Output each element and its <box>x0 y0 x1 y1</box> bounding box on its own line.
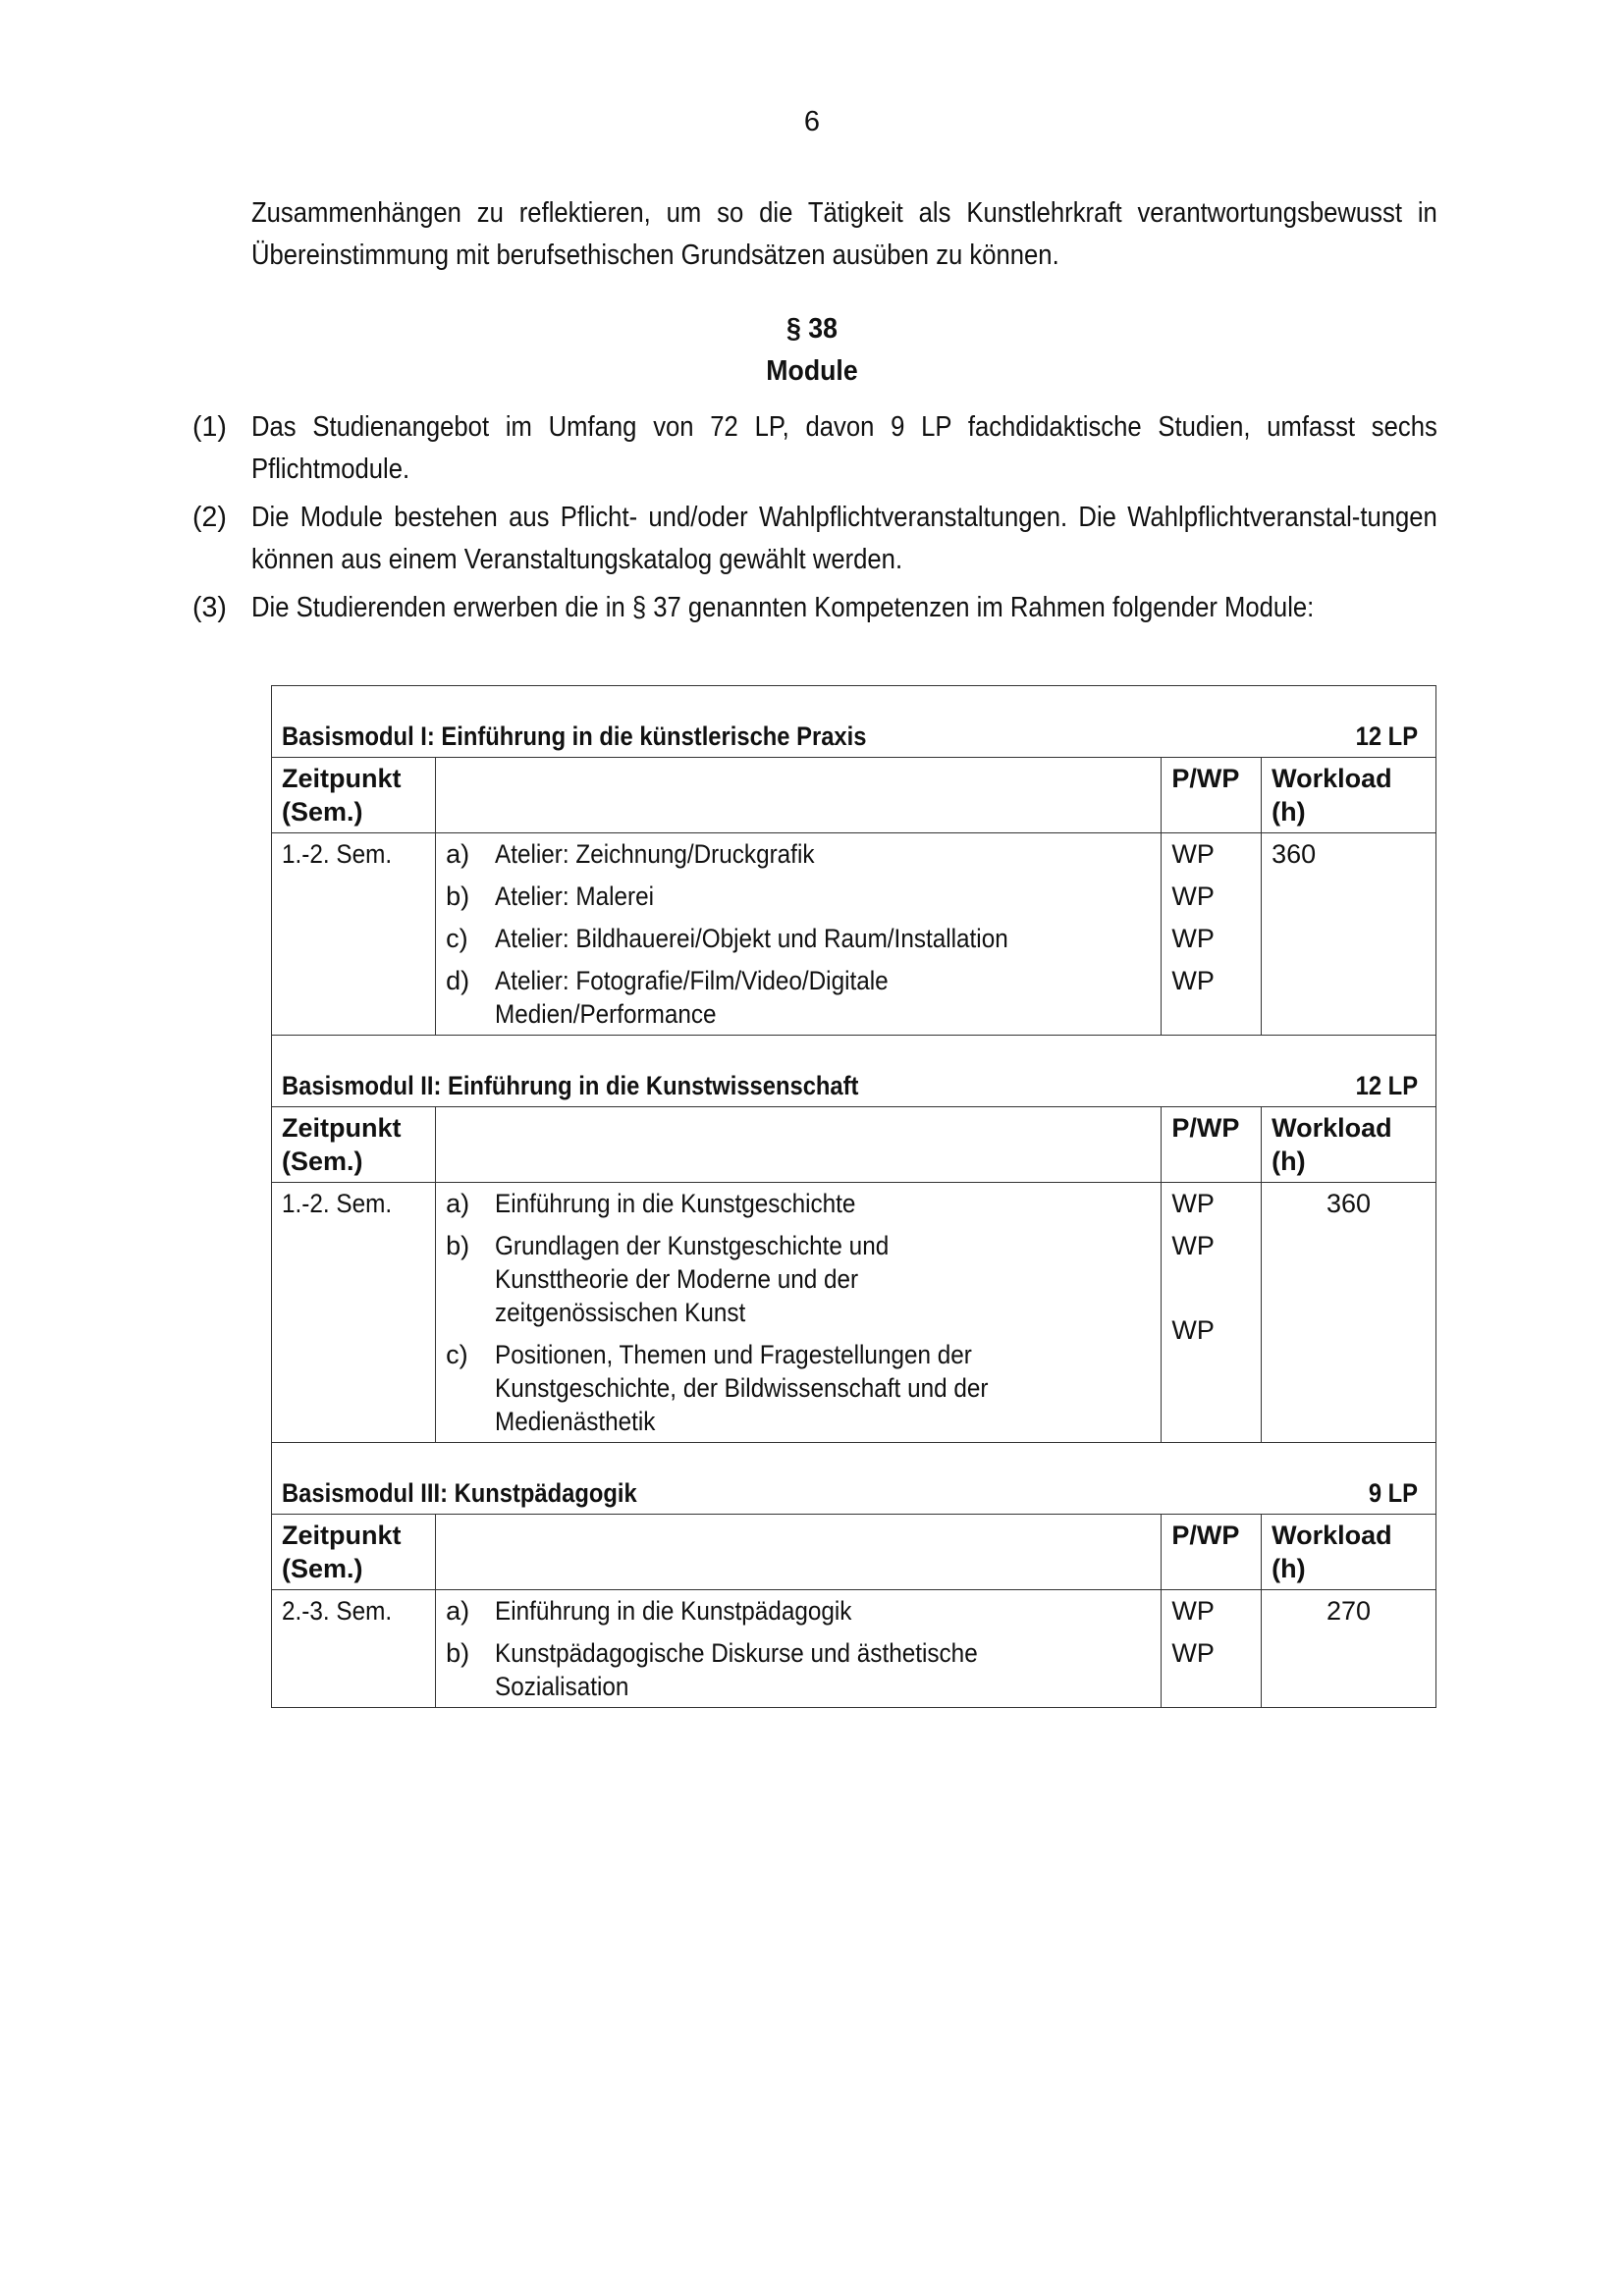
item-letter: a) <box>446 1596 470 1626</box>
header-pwp: P/WP <box>1162 1107 1262 1183</box>
module-title: Basismodul I: Einführung in die künstlerische Praxis <box>282 721 867 751</box>
header-time: Zeitpunkt (Sem.) <box>272 1107 436 1183</box>
paragraph-3 <box>192 587 1437 629</box>
pwp-value: WP <box>1171 1231 1215 1260</box>
list-item <box>446 1338 1151 1438</box>
module-header <box>272 686 1436 758</box>
module-time <box>272 1183 436 1443</box>
module-header-row <box>272 1036 1436 1107</box>
module-header-row <box>272 1443 1436 1515</box>
intro-paragraph: Zusammenhängen zu reflektieren, um so die Tätigkeit als Kunstlehrkraft verantwortungsbewusst in Übereinstimmung mit berufsethischen Grundsätzen ausüben zu können. <box>251 197 1437 271</box>
list-item <box>446 1229 1151 1329</box>
paragraph-number: (1) <box>192 411 227 443</box>
numbered-paragraphs <box>192 406 1437 635</box>
list-item <box>446 964 1151 1031</box>
page-number: 6 <box>803 106 821 137</box>
paragraph-text: Die Studierenden erwerben die in § 37 genannten Kompetenzen im Rahmen folgender Module: <box>251 592 1315 623</box>
paragraph-1 <box>192 406 1437 491</box>
section-heading <box>0 308 1624 393</box>
module-body-row <box>272 1590 1436 1708</box>
pwp-value: WP <box>1171 881 1215 911</box>
header-time: Zeitpunkt (Sem.) <box>272 1515 436 1590</box>
item-letter: d) <box>446 966 470 995</box>
item-letter: b) <box>446 881 470 911</box>
module-items <box>436 833 1162 1036</box>
item-text: Atelier: Malerei <box>495 881 655 911</box>
module-title: Basismodul III: Kunstpädagogik <box>282 1478 637 1508</box>
header-workload: Workload (h) <box>1262 1515 1436 1590</box>
header-blank <box>436 1107 1162 1183</box>
list-item <box>446 1594 1151 1628</box>
item-text: Positionen, Themen und Fragestellungen der Kunstgeschichte, der Bildwissenschaft und der Medienästhetik <box>495 1340 989 1436</box>
paragraph-text: Das Studienangebot im Umfang von 72 LP, davon 9 LP fachdidaktische Studien, umfasst sechs Pflichtmodule. <box>251 411 1437 485</box>
paragraph-number: (3) <box>192 592 227 623</box>
list-item <box>446 1636 1151 1703</box>
pwp-value: WP <box>1171 1638 1215 1668</box>
item-letter: b) <box>446 1231 470 1260</box>
pwp-value: WP <box>1171 1315 1215 1345</box>
item-letter: c) <box>446 924 468 953</box>
pwp-value: WP <box>1171 966 1215 995</box>
item-text: Grundlagen der Kunstgeschichte und Kunsttheorie der Moderne und der zeitgenössischen Kunst <box>495 1231 890 1327</box>
module-header-row <box>272 686 1436 758</box>
pwp-value: WP <box>1171 1189 1215 1218</box>
item-text: Atelier: Zeichnung/Druckgrafik <box>495 839 815 869</box>
item-letter: c) <box>446 1340 468 1369</box>
section-number: § 38 <box>786 313 838 345</box>
paragraph-2 <box>192 497 1437 581</box>
module-workload: 360 <box>1262 1183 1436 1443</box>
module-header <box>272 1036 1436 1107</box>
modules-table <box>271 685 1436 1708</box>
list-item <box>446 1187 1151 1220</box>
module-pwp <box>1162 1590 1262 1708</box>
pwp-value: WP <box>1171 924 1215 953</box>
item-text: Atelier: Fotografie/Film/Video/Digitale Medien/Performance <box>495 966 889 1029</box>
time-value: 1.-2. Sem. <box>282 1189 393 1218</box>
module-body-row <box>272 833 1436 1036</box>
module-items <box>436 1590 1162 1708</box>
pwp-value: WP <box>1171 839 1215 869</box>
module-pwp <box>1162 833 1262 1036</box>
time-value: 2.-3. Sem. <box>282 1596 393 1626</box>
item-text: Atelier: Bildhauerei/Objekt und Raum/Installation <box>495 924 1008 953</box>
header-pwp: P/WP <box>1162 1515 1262 1590</box>
item-text: Einführung in die Kunstgeschichte <box>495 1189 856 1218</box>
pwp-value: WP <box>1171 1596 1215 1626</box>
module-time <box>272 1590 436 1708</box>
module-credits: 12 LP <box>1355 721 1418 751</box>
item-letter: b) <box>446 1638 470 1668</box>
header-blank <box>436 758 1162 833</box>
module-credits: 12 LP <box>1355 1071 1418 1100</box>
header-workload: Workload (h) <box>1262 758 1436 833</box>
column-header-row <box>272 1107 1436 1183</box>
section-title: Module <box>766 355 858 387</box>
header-workload: Workload (h) <box>1262 1107 1436 1183</box>
header-time: Zeitpunkt (Sem.) <box>272 758 436 833</box>
module-header <box>272 1443 1436 1515</box>
item-letter: a) <box>446 839 470 869</box>
module-pwp <box>1162 1183 1262 1443</box>
item-letter: a) <box>446 1189 470 1218</box>
header-blank <box>436 1515 1162 1590</box>
paragraph-number: (2) <box>192 502 227 533</box>
module-workload: 360 <box>1262 833 1436 1036</box>
module-title: Basismodul II: Einführung in die Kunstwissenschaft <box>282 1071 859 1100</box>
column-header-row <box>272 1515 1436 1590</box>
module-items <box>436 1183 1162 1443</box>
time-value: 1.-2. Sem. <box>282 839 393 869</box>
item-text: Kunstpädagogische Diskurse und ästhetische Sozialisation <box>495 1638 978 1701</box>
list-item <box>446 922 1151 955</box>
list-item <box>446 880 1151 913</box>
header-pwp: P/WP <box>1162 758 1262 833</box>
list-item <box>446 837 1151 871</box>
module-workload: 270 <box>1262 1590 1436 1708</box>
item-text: Einführung in die Kunstpädagogik <box>495 1596 852 1626</box>
column-header-row <box>272 758 1436 833</box>
paragraph-text: Die Module bestehen aus Pflicht- und/oder Wahlpflichtveranstaltungen. Die Wahlpflichtveranstal-tungen können aus einem Veranstaltungskatalog gewählt werden. <box>251 502 1437 575</box>
module-body-row <box>272 1183 1436 1443</box>
module-time <box>272 833 436 1036</box>
module-credits: 9 LP <box>1368 1478 1418 1508</box>
